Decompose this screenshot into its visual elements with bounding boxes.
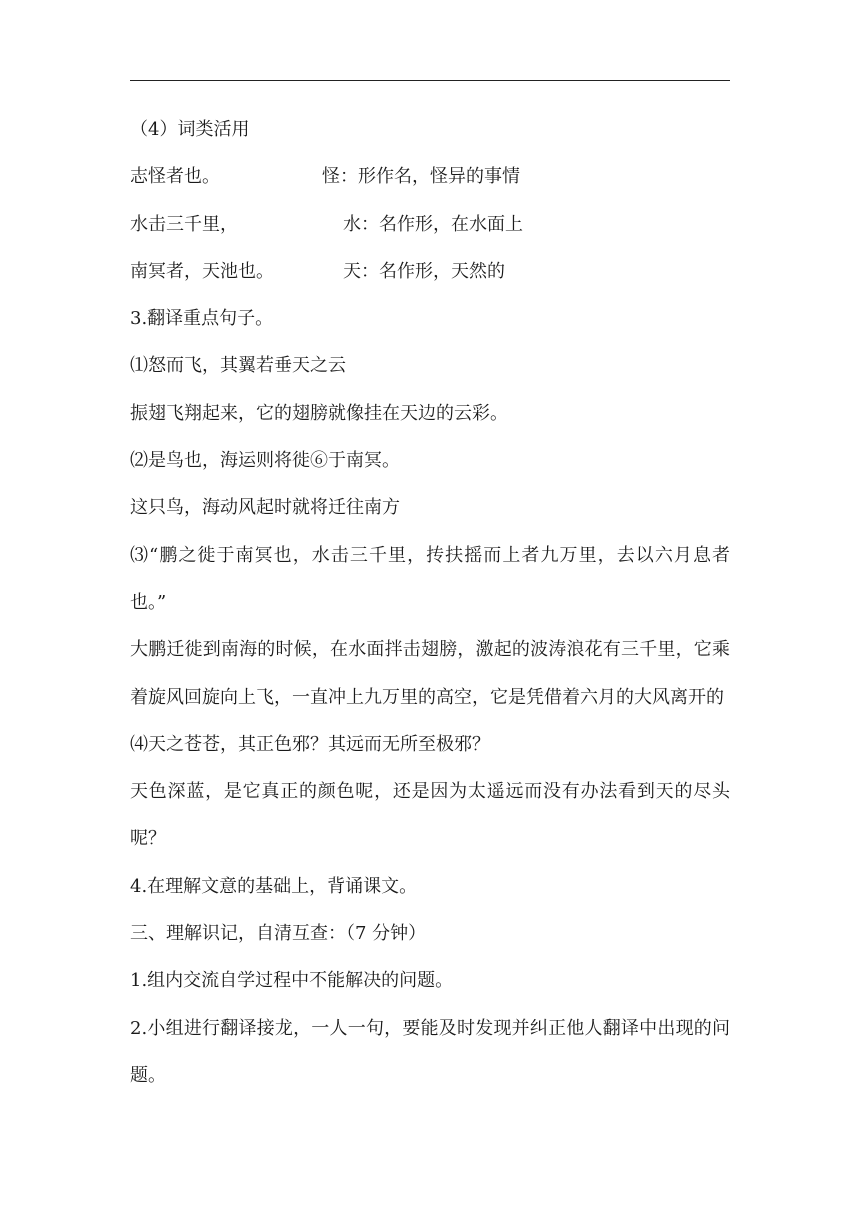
usage-row-2	[130, 201, 730, 248]
usage-1-explanation: 怪：形作名，怪异的事情	[322, 166, 520, 188]
usage-2-example: 水击三千里，	[130, 213, 238, 235]
sentence-4: ⑷天之苍苍，其正色邪？其远而无所至极邪？	[130, 733, 490, 755]
usage-row-3	[130, 248, 730, 295]
translation-3: 大鹏迁徙到南海的时候，在水面拌击翅膀，激起的波涛浪花有三千里，它乘着旋风回旋向上飞，一直冲上九万里的高空，它是凭借着六月的大风离开的	[130, 639, 730, 708]
part-three-heading: 三、理解识记，自清互查：（7 分钟）	[130, 923, 427, 945]
sentence-1: ⑴怒而飞，其翼若垂天之云	[130, 355, 346, 377]
section-recite-heading: 4.在理解文意的基础上，背诵课文。	[130, 875, 418, 897]
translation-1: 振翅飞翔起来，它的翅膀就像挂在天边的云彩。	[130, 402, 508, 424]
usage-2-explanation: 水：名作形，在水面上	[343, 213, 523, 235]
header-rule	[130, 80, 730, 81]
usage-3-example: 南冥者，天池也。	[130, 260, 274, 282]
section-translate-heading: 3.翻译重点句子。	[130, 308, 274, 330]
translation-2: 这只鸟，海动风起时就将迁往南方	[130, 497, 400, 519]
sentence-3: ⑶“鹏之徙于南冥也，水击三千里，抟扶摇而上者九万里，去以六月息者也。”	[130, 544, 730, 613]
usage-row-1	[130, 153, 730, 200]
usage-3-explanation: 天：名作形，天然的	[343, 260, 505, 282]
document-body	[130, 106, 730, 1099]
list-item-2: 2.小组进行翻译接龙，一人一句，要能及时发现并纠正他人翻译中出现的问题。	[130, 1017, 730, 1086]
translation-4: 天色深蓝，是它真正的颜色呢，还是因为太遥远而没有办法看到天的尽头呢？	[130, 781, 730, 850]
sub-heading-word-class-usage: （4）词类活用	[130, 119, 250, 140]
sentence-2: ⑵是鸟也，海运则将徙⑥于南冥。	[130, 450, 400, 472]
usage-1-example: 志怪者也。	[130, 166, 220, 188]
list-item-1: 1.组内交流自学过程中不能解决的问题。	[130, 970, 454, 992]
